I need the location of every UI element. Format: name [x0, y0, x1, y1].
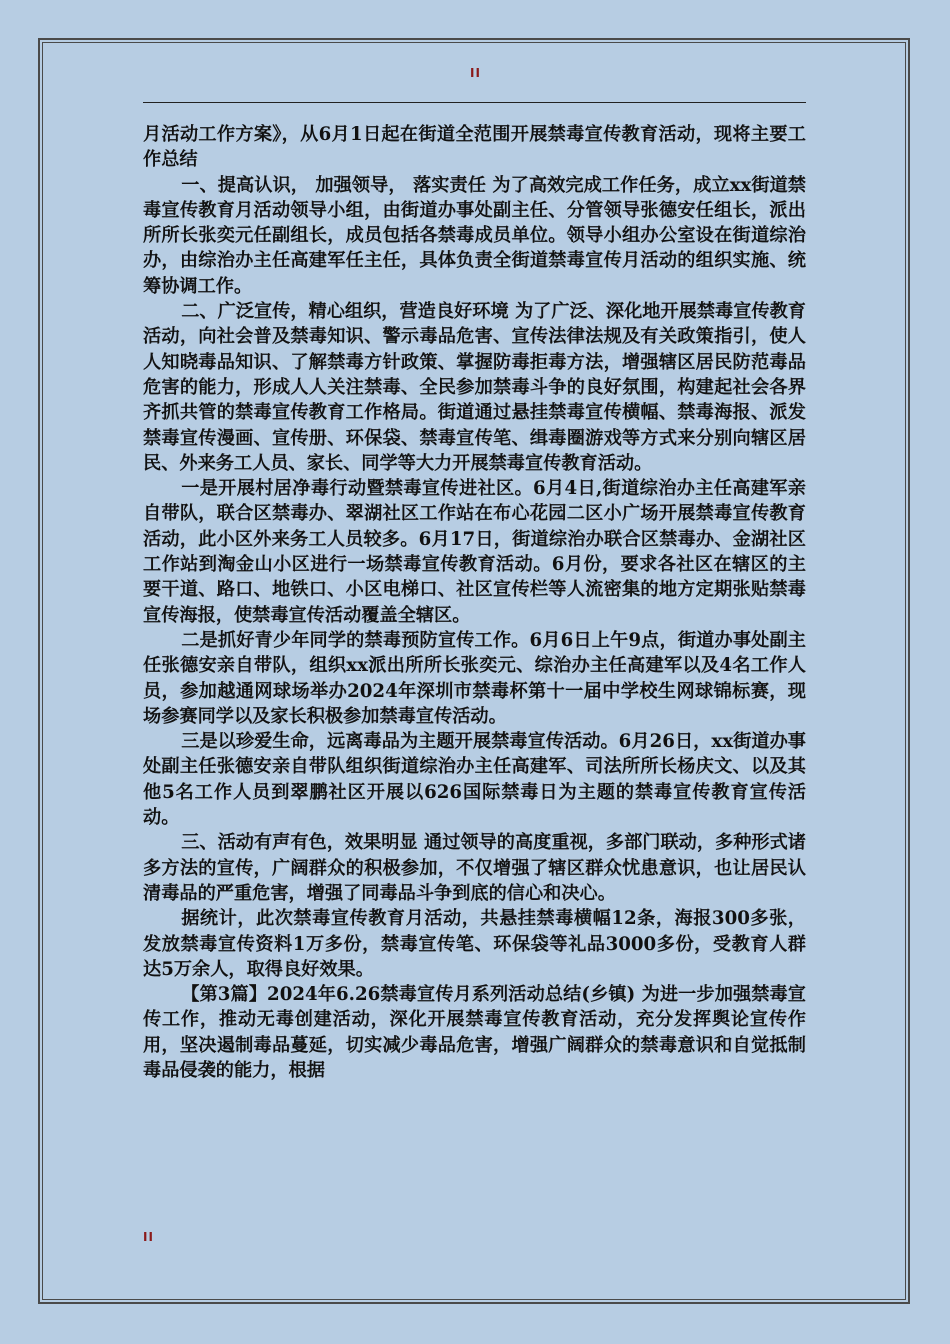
paragraph-section-1: 一、提高认识， 加强领导， 落实责任 为了高效完成工作任务，成立xx街道禁毒宣传教育月活动领导小组，由街道办事处副主任、分管领导张德安任组长，派出所所长张奕元任副组长，成员包括各禁毒成员单位。领导小组办公室设在街道综治办，由综治办主任高建军任主任，具体负责全街道禁毒宣传月活动的组织实施、统筹协调工作。 [143, 174, 806, 297]
paragraph-section-3: 三、活动有声有色，效果明显 通过领导的高度重视，多部门联动，多种形式诸多方法的宣传，广阔群众的积极参加，不仅增强了辖区群众忧患意识，也让居民认清毒品的严重危害，增强了同毒品斗争到底的信心和决心。 [143, 832, 806, 904]
footer-mark: II [143, 1230, 154, 1244]
paragraph-item-1: 一是开展村居净毒行动暨禁毒宣传进社区。6月4日,街道综治办主任高建军亲自带队，联合区禁毒办、翠湖社区工作站在布心花园二区小广场开展禁毒宣传教育活动，此小区外来务工人员较多。6月17日，街道综治办联合区禁毒办、金湖社区工作站到淘金山小区进行一场禁毒宣传教育活动。6月份，要求各社区在辖区的主要干道、路口、地铁口、小区电梯口、社区宣传栏等人流密集的地方定期张贴禁毒宣传海报，使禁毒宣传活动覆盖全辖区。 [143, 478, 806, 626]
document-body [143, 122, 806, 1083]
paragraph-statistics: 据统计，此次禁毒宣传教育月活动，共悬挂禁毒横幅12条，海报300多张，发放禁毒宣传资料1万多份，禁毒宣传笔、环保袋等礼品3000多份，受教育人群达5万余人，取得良好效果。 [143, 908, 806, 980]
paragraph-item-3: 三是以珍爱生命，远离毒品为主题开展禁毒宣传活动。6月26日，xx街道办事处副主任张德安亲自带队组织街道综治办主任高建军、司法所所长杨庆文、以及其他5名工作人员到翠鹏社区开展以626国际禁毒日为主题的禁毒宣传教育宣传活动。 [143, 731, 806, 829]
header-rule [143, 102, 806, 103]
paragraph-item-2: 二是抓好青少年同学的禁毒预防宣传工作。6月6日上午9点，街道办事处副主任张德安亲自带队，组织xx派出所所长张奕元、综治办主任高建军以及4名工作人员，参加越通网球场举办2024年深圳市禁毒杯第十一届中学校生网球锦标赛，现场参赛同学以及家长积极参加禁毒宣传活动。 [143, 629, 806, 727]
paragraph-continuation: 月活动工作方案》，从6月1日起在街道全范围开展禁毒宣传教育活动，现将主要工作总结 [143, 124, 806, 171]
paragraph-part-3-start: 【第3篇】2024年6.26禁毒宣传月系列活动总结(乡镇) 为进一步加强禁毒宣传工作，推动无毒创建活动，深化开展禁毒宣传教育活动，充分发挥舆论宣传作用，坚决遏制毒品蔓延，切实减少毒品危害，增强广阔群众的禁毒意识和自觉抵制毒品侵袭的能力，根据 [143, 984, 806, 1081]
header-mark: II [470, 66, 481, 80]
paragraph-section-2: 二、广泛宣传，精心组织，营造良好环境 为了广泛、深化地开展禁毒宣传教育活动，向社会普及禁毒知识、警示毒品危害、宣传法律法规及有关政策指引，使人人知晓毒品知识、了解禁毒方针政策、掌握防毒拒毒方法，增强辖区居民防范毒品危害的能力，形成人人关注禁毒、全民参加禁毒斗争的良好氛围，构建起社会各界齐抓共管的禁毒宣传教育工作格局。街道通过悬挂禁毒宣传横幅、禁毒海报、派发禁毒宣传漫画、宣传册、环保袋、禁毒宣传笔、缉毒圈游戏等方式来分别向辖区居民、外来务工人员、家长、同学等大力开展禁毒宣传教育活动。 [143, 301, 806, 474]
